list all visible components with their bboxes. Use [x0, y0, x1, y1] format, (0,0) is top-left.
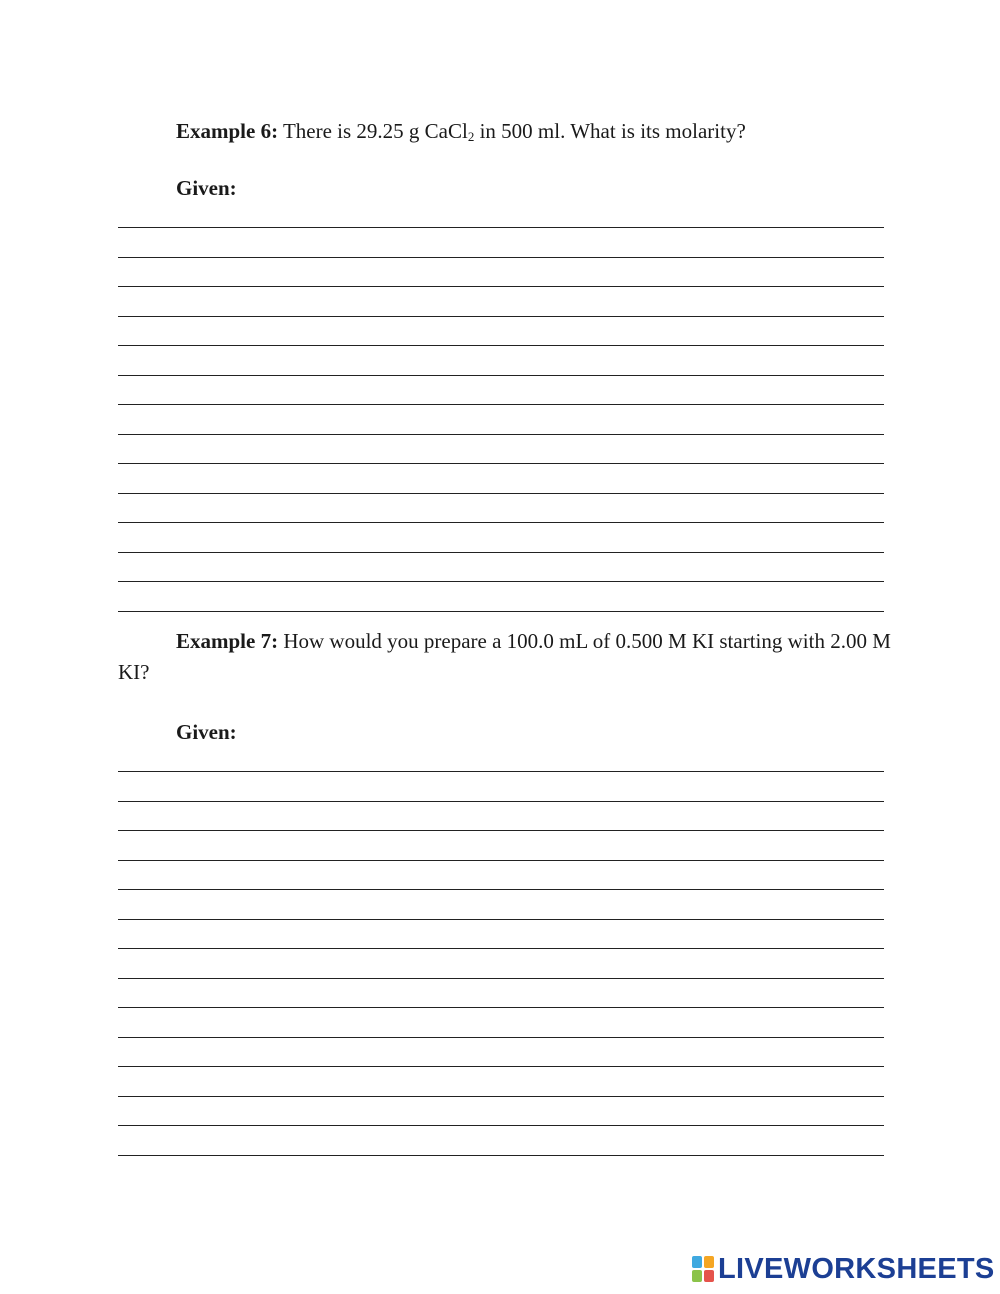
- example-7-question: [118, 626, 894, 688]
- example-6-text: There is 29.25 g CaCl: [278, 119, 468, 143]
- answer-line[interactable]: [118, 581, 884, 582]
- answer-line[interactable]: [118, 978, 884, 979]
- answer-line[interactable]: [118, 227, 884, 228]
- example-6-label: Example 6:: [176, 119, 279, 143]
- answer-line[interactable]: [118, 771, 884, 772]
- answer-line[interactable]: [118, 493, 884, 494]
- answer-line[interactable]: [118, 375, 884, 376]
- example-7-text: How would you prepare a 100.0 mL of 0.500 M KI starting with 2.00 M KI?: [118, 629, 891, 684]
- logo-tile: [692, 1270, 702, 1282]
- answer-line[interactable]: [118, 463, 884, 464]
- answer-line[interactable]: [118, 801, 884, 802]
- answer-line[interactable]: [118, 552, 884, 553]
- answer-line[interactable]: [118, 1037, 884, 1038]
- logo-tile: [692, 1256, 702, 1268]
- answer-line[interactable]: [118, 257, 884, 258]
- answer-line[interactable]: [118, 611, 884, 612]
- answer-line[interactable]: [118, 1155, 884, 1156]
- logo-tile: [704, 1270, 714, 1282]
- example-6-answer-lines[interactable]: [118, 227, 884, 640]
- answer-line[interactable]: [118, 1007, 884, 1008]
- example-6-question: [176, 116, 746, 147]
- example-6-given-label: Given:: [176, 176, 237, 200]
- example-7-given-label: Given:: [176, 720, 237, 744]
- answer-line[interactable]: [118, 316, 884, 317]
- answer-line[interactable]: [118, 919, 884, 920]
- answer-line[interactable]: [118, 404, 884, 405]
- answer-line[interactable]: [118, 1125, 884, 1126]
- answer-line[interactable]: [118, 286, 884, 287]
- example-6-text-end: in 500 ml. What is its molarity?: [474, 119, 746, 143]
- answer-line[interactable]: [118, 522, 884, 523]
- liveworksheets-brand-text: LIVEWORKSHEETS: [718, 1253, 995, 1285]
- answer-line[interactable]: [118, 345, 884, 346]
- example-7-label: Example 7:: [176, 629, 279, 653]
- answer-line[interactable]: [118, 830, 884, 831]
- example-6-subscript: 2: [467, 129, 475, 144]
- answer-line[interactable]: [118, 434, 884, 435]
- answer-line[interactable]: [118, 948, 884, 949]
- logo-tile: [704, 1256, 714, 1268]
- answer-line[interactable]: [118, 1096, 884, 1097]
- answer-line[interactable]: [118, 1066, 884, 1067]
- example-7-answer-lines[interactable]: [118, 771, 884, 1184]
- liveworksheets-logo: [692, 1254, 995, 1284]
- liveworksheets-logo-icon: [692, 1256, 714, 1282]
- answer-line[interactable]: [118, 889, 884, 890]
- answer-line[interactable]: [118, 860, 884, 861]
